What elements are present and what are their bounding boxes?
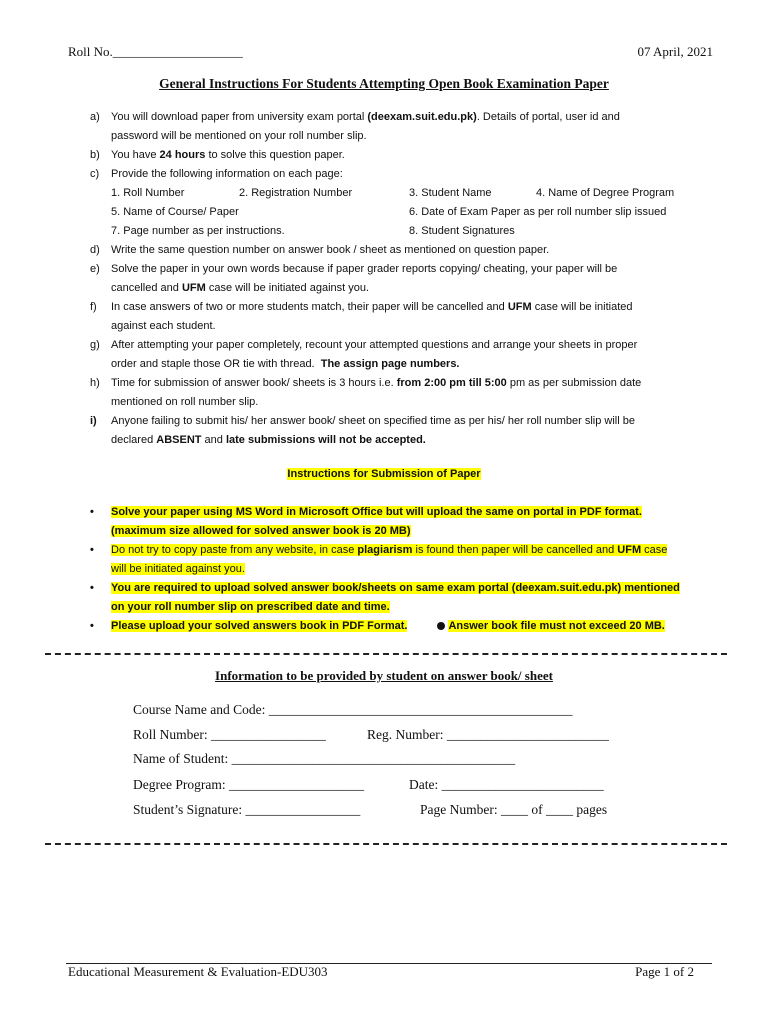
instruction-text: You will download paper from university exam portal (111, 111, 368, 123)
form-row-roll (133, 727, 609, 743)
instruction-i (90, 412, 718, 450)
page-number-blank: Page Number: ____ of ____ pages (420, 802, 608, 817)
bullet-text: will be initiated against you. (111, 563, 245, 575)
instruction-text: Provide the following information on each page: (111, 168, 343, 180)
info-item: 8. Student Signatures (409, 225, 515, 237)
instruction-bold: The assign page numbers. (320, 358, 460, 370)
instruction-label: d) (90, 244, 100, 256)
submission-bullet-4 (90, 617, 718, 636)
bullet-text: case (641, 544, 668, 556)
bullet-text: is found then paper will be cancelled and (412, 544, 618, 556)
info-item: 2. Registration Number (239, 187, 353, 199)
instruction-text: In case answers of two or more students match, their paper will be cancelled and (111, 301, 508, 313)
instruction-text: declared (111, 434, 157, 446)
instruction-c (90, 165, 718, 241)
form-row-signature (133, 802, 607, 818)
instruction-label: c) (90, 168, 100, 180)
info-item: 4. Name of Degree Program (536, 187, 675, 199)
info-item: 7. Page number as per instructions. (111, 225, 285, 237)
instruction-text: Write the same question number on answer book / sheet as mentioned on question paper. (111, 244, 550, 256)
instruction-label: b) (90, 149, 100, 161)
instruction-text: against each student. (111, 320, 216, 332)
info-items-row-2 (111, 203, 718, 222)
instruction-text: . Details of portal, user id and (476, 111, 620, 123)
bullet-text: on your roll number slip on prescribed date and time. (111, 601, 390, 613)
instruction-text: Solve the paper in your own words because if paper grader reports copying/ cheating, your paper will be (111, 263, 618, 275)
bullet-text: You are required to upload solved answer book/sheets on same exam portal (deexam.suit.edu.pk) mentioned (111, 582, 680, 594)
instruction-text: case will be initiated (531, 301, 633, 313)
form-row-name (133, 751, 515, 767)
bullet-text: Solve your paper using MS Word in Microsoft Office but will upload the same on portal in PDF format. (111, 506, 642, 518)
student-name-blank: Name of Student: __________________________________________ (133, 751, 516, 766)
instruction-b (90, 146, 718, 165)
instruction-e (90, 260, 718, 298)
bullet-icon: • (90, 582, 94, 594)
instruction-g (90, 336, 718, 374)
submission-bullet-2 (90, 541, 718, 579)
submission-bullet-1 (90, 503, 718, 541)
instruction-text: case will be initiated against you. (205, 282, 370, 294)
instruction-h (90, 374, 718, 412)
portal-url: (deexam.suit.edu.pk) (367, 111, 477, 123)
bullet-bold: plagiarism (357, 544, 413, 556)
form-row-degree (133, 777, 604, 793)
instruction-bold: 24 hours (159, 149, 206, 161)
cut-line-top (45, 653, 727, 655)
instruction-text: Time for submission of answer book/ sheets is 3 hours i.e. (111, 377, 397, 389)
info-section-title: Information to be provided by student on answer book/ sheet (215, 668, 553, 683)
instruction-text: After attempting your paper completely, recount your attempted questions and arrange your sheets in proper (111, 339, 638, 351)
info-item: 6. Date of Exam Paper as per roll number slip issued (409, 206, 667, 218)
page-title: General Instructions For Students Attempting Open Book Examination Paper (159, 76, 609, 91)
submission-bullet-3 (90, 579, 718, 617)
instructions-list (90, 108, 718, 450)
cut-line-bottom (45, 843, 727, 845)
instruction-bold: UFM (507, 301, 532, 313)
reg-number-blank: Reg. Number: ________________________ (367, 727, 609, 742)
course-name-field: Course Name and Code: _____________________________________________ (133, 702, 573, 717)
instruction-text: order and staple those OR tie with thread. (111, 358, 321, 370)
bullet-text: Answer book file must not exceed 20 MB. (448, 620, 665, 632)
instruction-f (90, 298, 718, 336)
instruction-bold: ABSENT (156, 434, 202, 446)
instruction-text: pm as per submission date (506, 377, 642, 389)
instruction-text: to solve this question paper. (205, 149, 345, 161)
instruction-label: i) (90, 415, 97, 427)
bullet-text: (maximum size allowed for solved answer book is 20 MB) (111, 525, 411, 537)
instruction-label: g) (90, 339, 100, 351)
instruction-text: and (201, 434, 226, 446)
instruction-d (90, 241, 718, 260)
instruction-bold: UFM (181, 282, 206, 294)
date-blank: Date: ________________________ (409, 777, 604, 792)
instruction-bold: late submissions will not be accepted. (225, 434, 426, 446)
bullet-text: Do not try to copy paste from any website, in case (111, 544, 358, 556)
bullet-dot-icon (437, 622, 445, 630)
instruction-bold: from 2:00 pm till 5:00 (396, 377, 507, 389)
instruction-text: cancelled and (111, 282, 182, 294)
bullet-bold: UFM (617, 544, 642, 556)
bullet-icon: • (90, 506, 94, 518)
degree-program-blank: Degree Program: ____________________ (133, 777, 364, 792)
instruction-label: h) (90, 377, 100, 389)
instruction-label: f) (90, 301, 97, 313)
exam-date: 07 April, 2021 (637, 44, 713, 59)
submission-list (90, 503, 718, 636)
instruction-text: password will be mentioned on your roll number slip. (111, 130, 367, 142)
footer-course: Educational Measurement & Evaluation-EDU303 (68, 964, 328, 979)
form-row-course (133, 702, 572, 718)
instruction-label: a) (90, 111, 100, 123)
submission-title-text: Instructions for Submission of Paper (287, 468, 481, 480)
signature-blank: Student’s Signature: _________________ (133, 802, 361, 817)
instruction-a (90, 108, 718, 146)
info-items-row-1 (111, 184, 718, 203)
info-item: 3. Student Name (409, 187, 492, 199)
bullet-text: Please upload your solved answers book in PDF Format. (111, 620, 408, 632)
info-item: 5. Name of Course/ Paper (111, 206, 239, 218)
roll-number-field: Roll No.____________________ (68, 44, 243, 59)
info-item: 1. Roll Number (111, 187, 185, 199)
instruction-text: You have (111, 149, 160, 161)
bullet-icon: • (90, 620, 94, 632)
instruction-label: e) (90, 263, 100, 275)
footer-page-number: Page 1 of 2 (635, 964, 694, 979)
bullet-icon: • (90, 544, 94, 556)
instruction-text: mentioned on roll number slip. (111, 396, 259, 408)
roll-number-blank: Roll Number: _________________ (133, 727, 326, 742)
submission-section-title (0, 468, 768, 480)
info-items-row-3 (111, 222, 718, 241)
instruction-text: Anyone failing to submit his/ her answer book/ sheet on specified time as per his/ her roll number slip will be (111, 415, 635, 427)
